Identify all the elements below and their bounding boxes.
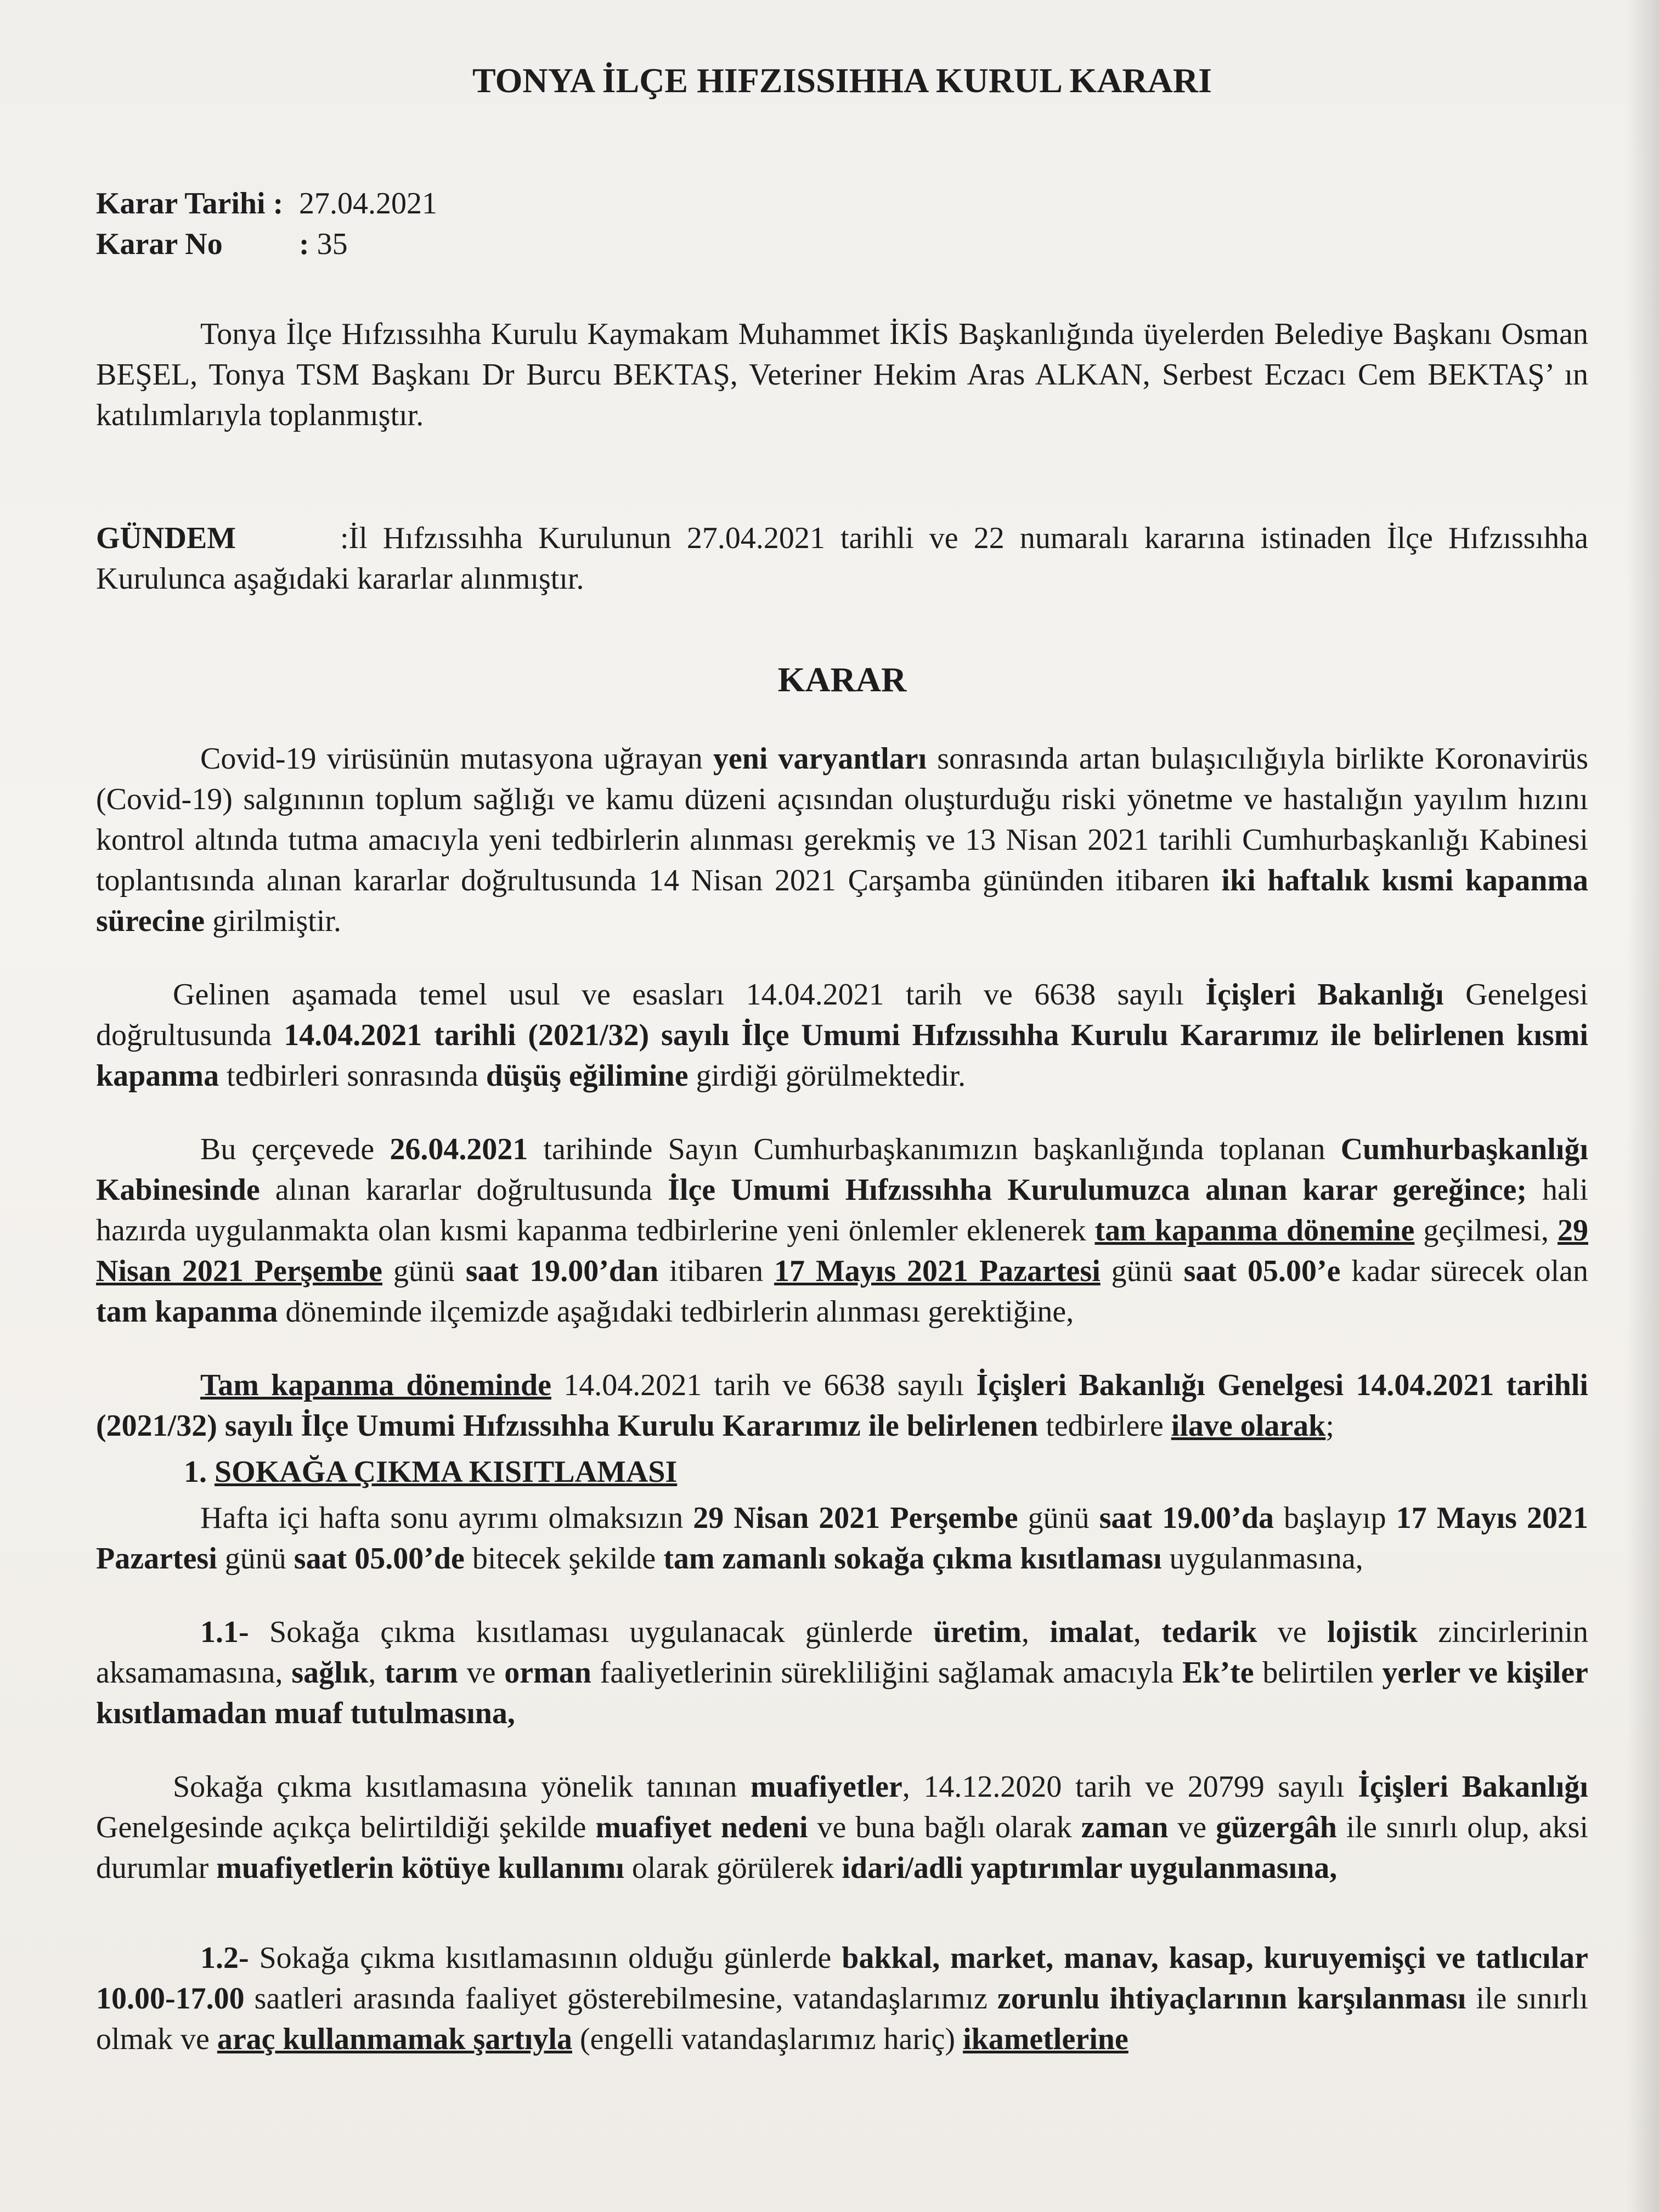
paragraph-tam-kapanma: Bu çerçevede 26.04.2021 tarihinde Sayın Cumhurbaşkanımızın başkanlığında toplanan Cumhurbaşkanlığı Kabinesinde alınan kararlar doğrultusunda İlçe Umumi Hıfzıssıhha Kurulumuzca alınan karar gereğince; hali hazırda uygulanmakta olan kısmi kapanma tedbirlerine yeni önlemler eklenerek tam kapanma dönemine geçilmesi, 29 Nisan 2021 Perşembe günü saat 19.00’dan itibaren 17 Mayıs 2021 Pazartesi günü saat 05.00’e kadar sürecek olan tam kapanma döneminde ilçemizde aşağıdaki tedbirlerin alınması gerektiğine, [96,1132,1589,1329]
karar-tarihi-row [96,183,1588,224]
section-1-title: SOKAĞA ÇIKMA KISITLAMASI [215,1455,678,1489]
paragraph-covid-varyant: Covid-19 virüsünün mutasyona uğrayan yeni varyantları sonrasında artan bulaşıcılığıyla birlikte Koronavirüs (Covid-19) salgınının toplum sağlığı ve kamu düzeni açısından oluşturduğu riski yönetme ve hastalığın yayılım hızını kontrol altında tutma amacıyla yeni tedbirlerin alınması gerekmiş ve 13 Nisan 2021 tarihli Cumhurbaşkanlığı Kabinesi toplantısında alınan kararlar doğrultusunda 14 Nisan 2021 Çarşamba gününden itibaren iki haftalık kısmi kapanma sürecine girilmiştir. [96,742,1589,938]
section-1-heading: 1. SOKAĞA ÇIKMA KISITLAMASI [184,1455,678,1489]
gundem-label: GÜNDEM [96,521,236,555]
paragraph-muafiyetler: Sokağa çıkma kısıtlamasına yönelik tanınan muafiyetler, 14.12.2020 tarih ve 20799 sayılı İçişleri Bakanlığı Genelgesinde açıkça belirtildiği şekilde muafiyet nedeni ve buna bağlı olarak zaman ve güzergâh ile sınırlı olup, aksi durumlar muafiyetlerin kötüye kullanımı olarak görülerek idari/adli yaptırımlar uygulanmasına, [96,1770,1588,1885]
gundem-text: :İl Hıfzıssıhha Kurulunun 27.04.2021 tarihli ve 22 numaralı kararına istinaden İlçe Hıfzıssıhha Kurulunca aşağıdaki kararlar alınmıştır. [96,521,1588,596]
page-edge-shadow [1626,0,1659,2212]
paragraph-ilave-tedbirler: Tam kapanma döneminde 14.04.2021 tarih ve 6638 sayılı İçişleri Bakanlığı Genelgesi 14.04.2021 tarihli (2021/32) sayılı İlçe Umumi Hıfzıssıhha Kurulu Kararımız ile belirlenen tedbirlere ilave olarak; [96,1368,1588,1443]
karar-no-row [96,224,1588,264]
karar-tarihi-value: 27.04.2021 [299,187,437,221]
document-title: TONYA İLÇE HIFZISSIHHA KURUL KARARI [472,61,1212,100]
document-body [96,60,1588,2059]
karar-no-sep: : [299,227,309,261]
paragraph-1-2: 1.2- Sokağa çıkma kısıtlamasının olduğu günlerde bakkal, market, manav, kasap, kuruyemişçi ve tatlıcılar 10.00-17.00 saatleri arasında faaliyet gösterebilmesine, vatandaşlarımız zorunlu ihtiyaçlarının karşılanması ile sınırlı olmak ve araç kullanmamak şartıyla (engelli vatandaşlarımız hariç) ikametlerine [96,1941,1588,2056]
karar-heading: KARAR [777,660,907,699]
karar-no-label: Karar No [96,227,223,261]
paragraph-1-1: 1.1- Sokağa çıkma kısıtlaması uygulanacak günlerde üretim, imalat, tedarik ve lojistik zincirlerinin aksamamasına, sağlık, tarım ve orman faaliyetlerinin sürekliliğini sağlamak amacıyla Ek’te belirtilen yerler ve kişiler kısıtlamadan muaf tutulmasına, [96,1615,1589,1730]
intro-paragraph: Tonya İlçe Hıfzıssıhha Kurulu Kaymakam Muhammet İKİS Başkanlığında üyelerden Belediye Başkanı Osman BEŞEL, Tonya TSM Başkanı Dr Burcu BEKTAŞ, Veteriner Hekim Aras ALKAN, Serbest Eczacı Cem BEKTAŞ’ ın katılımlarıyla toplanmıştır. [96,317,1588,432]
paragraph-sokaga-cikma: Hafta içi hafta sonu ayrımı olmaksızın 29 Nisan 2021 Perşembe günü saat 19.00’da başlayıp 17 Mayıs 2021 Pazartesi günü saat 05.00’de bitecek şekilde tam zamanlı sokağa çıkma kısıtlaması uygulanmasına, [96,1501,1589,1576]
gundem-paragraph [96,518,1588,599]
karar-no-value: 35 [317,227,348,261]
karar-tarihi-label: Karar Tarihi : [96,187,284,221]
paragraph-dusus-egilimi: Gelinen aşamada temel usul ve esasları 14.04.2021 tarih ve 6638 sayılı İçişleri Bakanlığı Genelgesi doğrultusunda 14.04.2021 tarihli (2021/32) sayılı İlçe Umumi Hıfzıssıhha Kurulu Kararımız ile belirlenen kısmi kapanma tedbirleri sonrasında düşüş eğilimine girdiği görülmektedir. [96,978,1588,1093]
